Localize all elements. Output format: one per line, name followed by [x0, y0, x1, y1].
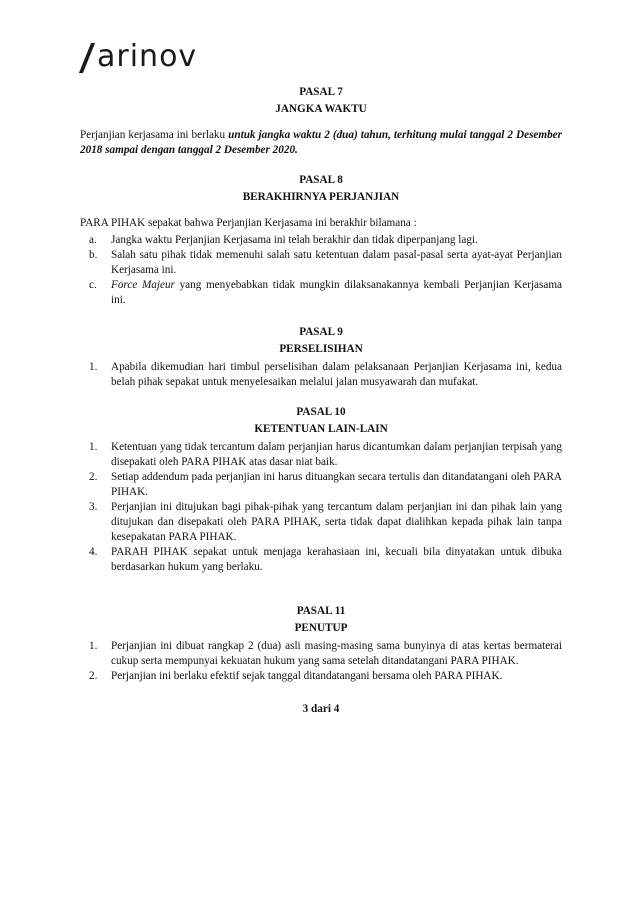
- pasal-9-heading: [80, 324, 562, 358]
- force-majeur-term: Force Majeur: [111, 279, 175, 291]
- pasal-8-subtitle: BERAKHIRNYA PERJANJIAN: [242, 191, 400, 203]
- list-item: 1. Perjanjian ini dibuat rangkap 2 (dua) asli masing-masing sama bunyinya di atas kertas bermaterai cukup serta mempunyai kekuatan hukum yang sama setelah ditandatangani PARA PIHAK.: [89, 640, 562, 667]
- list-item: a. Jangka waktu Perjanjian Kerjasama ini telah berakhir dan tidak diperpanjang lagi.: [89, 234, 478, 246]
- pasal-11-heading: [80, 603, 562, 637]
- pasal-8-heading: [80, 172, 562, 206]
- pasal-8-title: PASAL 8: [299, 174, 343, 186]
- logo-text: arinov: [97, 39, 198, 74]
- pasal-11-subtitle: PENUTUP: [294, 622, 348, 634]
- pasal-9-subtitle: PERSELISIHAN: [279, 343, 363, 355]
- list-item: 4. PARAH PIHAK sepakat untuk menjaga kerahasiaan ini, kecuali bila dinyatakan untuk dibuka berdasarkan hukum yang berlaku.: [89, 546, 562, 573]
- pasal-7-text: [80, 128, 562, 158]
- list-item: 2. Perjanjian ini berlaku efektif sejak tanggal ditandatangani bersama oleh PARA PIHAK.: [89, 670, 503, 682]
- pasal-7-title: PASAL 7: [299, 86, 343, 98]
- pasal-7-heading: [80, 84, 562, 118]
- pasal-11-title: PASAL 11: [296, 605, 346, 617]
- document-body: [80, 84, 562, 717]
- list-item: 1. Apabila dikemudian hari timbul perselisihan dalam pelaksanaan Perjanjian Kerjasama ini, kedua belah pihak sepakat untuk menyelesaikan melalui jalan musyawarah dan mufakat.: [89, 361, 562, 388]
- list-item: c. Force Majeur yang menyebabkan tidak mungkin dilaksanakannya kembali Perjanjian Kerjasama ini.: [89, 279, 562, 306]
- pasal-7-text-emphasis: untuk jangka waktu 2 (dua) tahun, terhitung mulai tanggal 2 Desember 2018 sampai dengan tanggal 2 Desember 2020.: [80, 129, 563, 156]
- page-number: 3 dari 4: [302, 703, 340, 715]
- pasal-9-list: [80, 360, 562, 390]
- logo-mark-icon: [78, 42, 94, 72]
- list-item: b. Salah satu pihak tidak memenuhi salah satu ketentuan dalam pasal-pasal serta ayat-ayat Perjanjian Kerjasama ini.: [89, 249, 562, 276]
- pasal-7-subtitle: JANGKA WAKTU: [275, 103, 367, 115]
- pasal-11-list: [80, 639, 562, 684]
- company-logo: [78, 40, 197, 74]
- pasal-8-intro: PARA PIHAK sepakat bahwa Perjanjian Kerjasama ini berakhir bilamana :: [80, 217, 417, 229]
- pasal-10-list: [80, 440, 562, 575]
- pasal-8-list: [80, 233, 562, 308]
- pasal-10-subtitle: KETENTUAN LAIN-LAIN: [254, 423, 388, 435]
- pasal-9-title: PASAL 9: [299, 326, 343, 338]
- pasal-10-heading: [80, 404, 562, 438]
- list-item: 2. Setiap addendum pada perjanjian ini harus dituangkan secara tertulis dan ditandatangani oleh PARA PIHAK.: [89, 471, 562, 498]
- list-item: 1. Ketentuan yang tidak tercantum dalam perjanjian harus dicantumkan dalam perjanjian terpisah yang disepakati oleh PARA PIHAK atas dasar niat baik.: [89, 441, 562, 468]
- pasal-10-title: PASAL 10: [296, 406, 346, 418]
- list-item: 3. Perjanjian ini ditujukan bagi pihak-pihak yang tercantum dalam perjanjian ini dan pihak lain yang ditujukan dan disepakati oleh PARA PIHAK, serta tidak dapat dialihkan kepada pihak lain tanpa kesepakatan PARA PIHAK.: [89, 501, 562, 543]
- pasal-7-text-plain: Perjanjian kerjasama ini berlaku: [80, 129, 229, 141]
